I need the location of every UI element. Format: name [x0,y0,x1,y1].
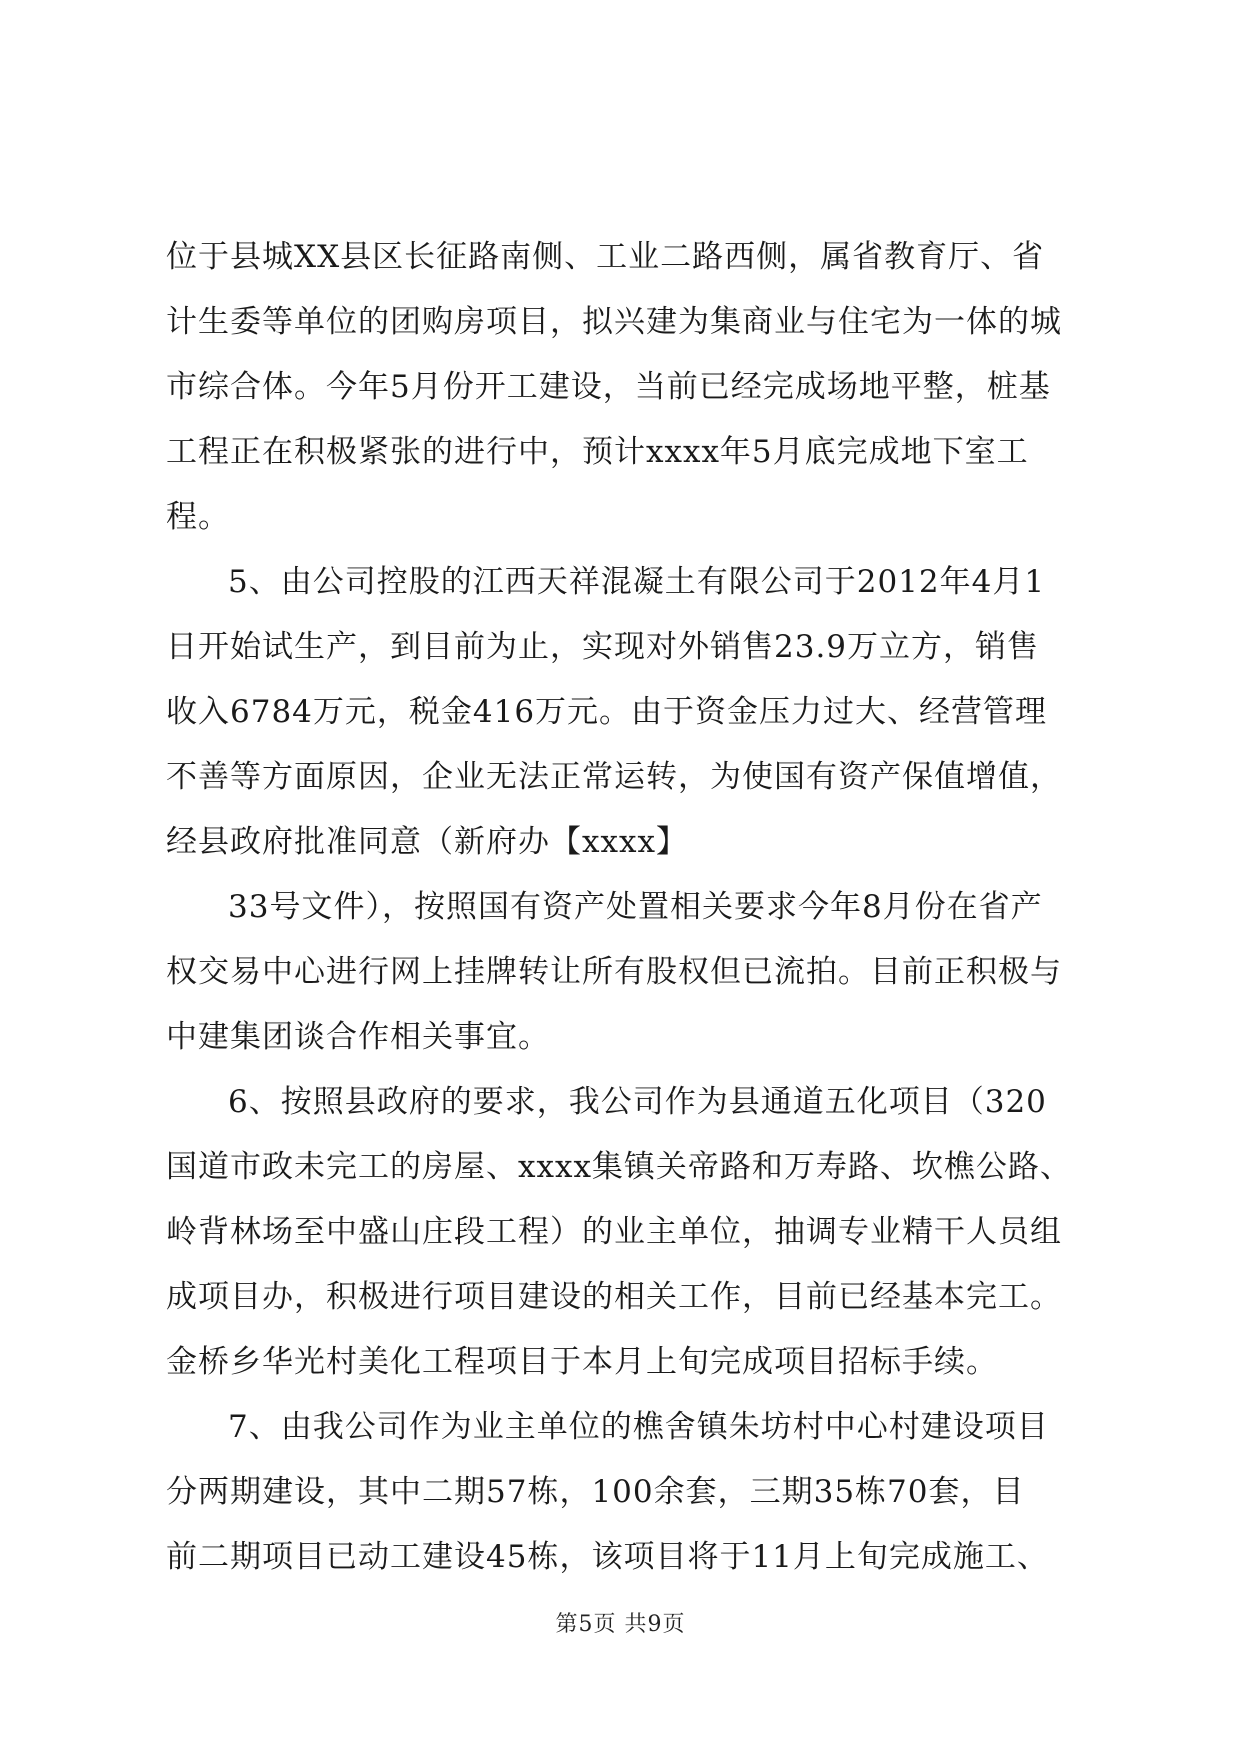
text-line: 日开始试生产，到目前为止，实现对外销售23.9万立方，销售 [166,629,1040,665]
text-line: 前二期项目已动工建设45栋，该项目将于11月上旬完成施工、 [166,1539,1049,1575]
text-line: 权交易中心进行网上挂牌转让所有股权但已流拍。目前正积极与 [166,954,1062,990]
paragraph-start-line: 33号文件），按照国有资产处置相关要求今年8月份在省产 [228,889,1043,925]
text-line: 收入6784万元，税金416万元。由于资金压力过大、经营管理 [166,694,1048,730]
text-line: 成项目办，积极进行项目建设的相关工作，目前已经基本完工。 [166,1279,1062,1315]
text-line: 国道市政未完工的房屋、xxxx集镇关帝路和万寿路、坎樵公路、 [166,1149,1072,1185]
text-line: 岭背林场至中盛山庄段工程）的业主单位，抽调专业精干人员组 [166,1214,1062,1250]
text-line: 位于县城XX县区长征路南侧、工业二路西侧，属省教育厅、省 [166,239,1045,275]
page-number-footer: 第5页 共9页 [555,1612,686,1637]
text-line: 分两期建设，其中二期57栋，100余套，三期35栋70套，目 [166,1474,1025,1510]
paragraph-start-line: 6、按照县政府的要求，我公司作为县通道五化项目（320 [228,1084,1047,1120]
text-line: 不善等方面原因，企业无法正常运转，为使国有资产保值增值， [166,759,1062,795]
document-body [166,225,1086,1590]
text-line: 中建集团谈合作相关事宜。 [166,1019,550,1055]
text-line: 计生委等单位的团购房项目，拟兴建为集商业与住宅为一体的城 [166,304,1062,340]
text-line: 工程正在积极紧张的进行中，预计xxxx年5月底完成地下室工 [166,434,1029,470]
paragraph-start-line: 5、由公司控股的江西天祥混凝土有限公司于2012年4月1 [228,564,1046,600]
text-line: 程。 [166,499,230,535]
text-line: 经县政府批准同意（新府办【xxxx】 [166,824,688,860]
paragraph-start-line: 7、由我公司作为业主单位的樵舍镇朱坊村中心村建设项目 [228,1409,1049,1445]
text-line: 市综合体。今年5月份开工建设，当前已经完成场地平整，桩基 [166,369,1051,405]
text-line: 金桥乡华光村美化工程项目于本月上旬完成项目招标手续。 [166,1344,998,1380]
